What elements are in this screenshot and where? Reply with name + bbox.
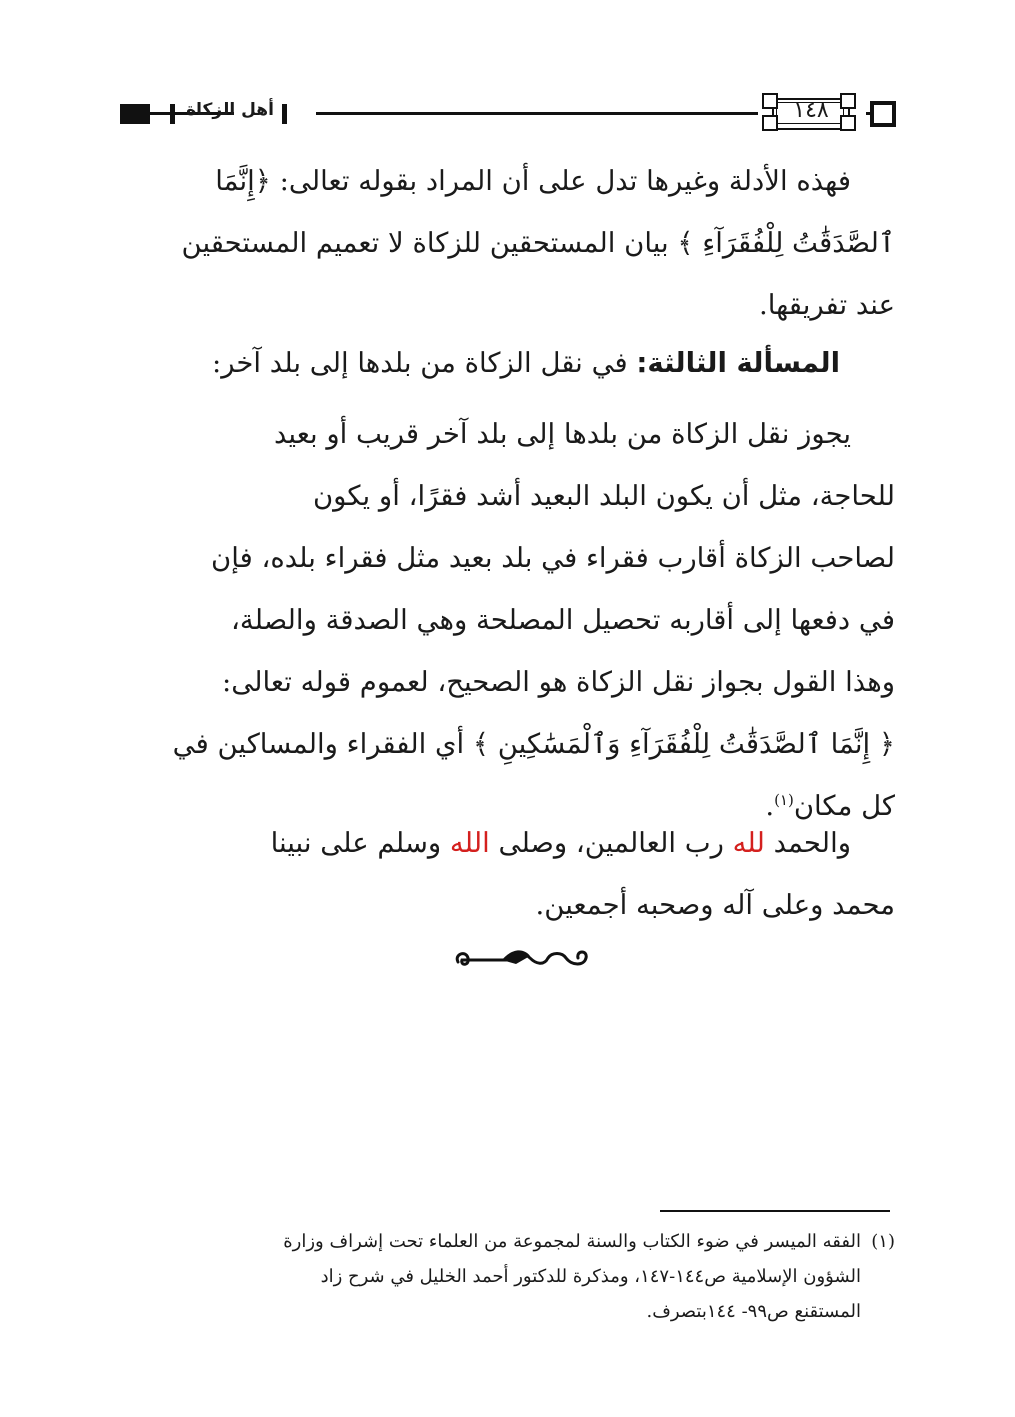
text-fragment: والحمد	[764, 827, 851, 859]
header-ornament-bar	[282, 104, 287, 124]
paragraph-1	[120, 150, 895, 336]
paragraph-line	[120, 150, 895, 212]
text-fragment: كل مكان	[793, 790, 895, 822]
footnote-reference[interactable]: (١)	[774, 790, 794, 809]
text-line: وهذا القول بجواز نقل الزكاة هو الصحيح، لعموم قوله تعالى:	[221, 666, 895, 698]
divine-name: لله	[732, 827, 765, 859]
header-rule-middle	[316, 112, 758, 115]
paragraph-2	[120, 403, 895, 837]
text-line: ﴿ إِنَّمَا ٱلصَّدَقَٰتُ لِلْفُقَرَآءِ وَٱلْمَسَٰكِينِ ﴾ أي الفقراء والمساكين في	[172, 728, 895, 760]
header-ornament-bar	[170, 104, 175, 124]
heading-text: في نقل الزكاة من بلدها إلى بلد آخر:	[211, 347, 637, 379]
footnote	[120, 1224, 895, 1329]
text-fragment: .	[765, 790, 775, 822]
divine-name: الله	[449, 827, 490, 859]
heading-label: المسألة الثالثة:	[636, 347, 840, 379]
text-line: في دفعها إلى أقاربه تحصيل المصلحة وهي الصدقة والصلة،	[230, 604, 895, 636]
ornament-divider-icon	[452, 944, 594, 974]
text-line: فهذه الأدلة وغيرها تدل على أن المراد بقوله تعالى: ﴿إِنَّمَا	[215, 165, 851, 197]
text-line: لصاحب الزكاة أقارب فقراء في بلد بعيد مثل فقراء بلده، فإن	[211, 542, 895, 574]
text-line: عند تفريقها.	[759, 289, 895, 321]
running-title: أهل الزكاة	[186, 100, 274, 120]
footnote-line: الشؤون الإسلامية ص١٤٤-١٤٧، ومذكرة للدكتور أحمد الخليل في شرح زاد	[320, 1266, 861, 1287]
text-line: محمد وعلى آله وصحبه أجمعين.	[535, 889, 895, 921]
footnote-number: (١)	[871, 1231, 895, 1252]
text-fragment: رب العالمين، وصلى	[489, 827, 733, 859]
text-line: للحاجة، مثل أن يكون البلد البعيد أشد فقرًا، أو يكون	[312, 480, 895, 512]
text-line: يجوز نقل الزكاة من بلدها إلى بلد آخر قريب أو بعيد	[273, 418, 851, 450]
text-line: ٱلصَّدَقَٰتُ لِلْفُقَرَآءِ ﴾ بيان المستحقين للزكاة لا تعميم المستحقين	[181, 227, 895, 259]
section-heading	[120, 332, 840, 394]
footnote-line	[120, 1224, 895, 1259]
text-line	[120, 812, 895, 874]
header-square-icon	[870, 101, 896, 127]
footnote-line: المستقنع ص٩٩- ١٤٤بتصرف.	[646, 1301, 861, 1322]
text-fragment: الفقه الميسر في ضوء الكتاب والسنة لمجموعة من العلماء تحت إشراف وزارة	[283, 1231, 861, 1252]
paragraph-line	[120, 403, 895, 465]
footnote-separator	[660, 1210, 890, 1212]
page-number-frame	[758, 96, 862, 130]
page-header	[120, 96, 895, 132]
text-fragment: وسلم على نبينا	[270, 827, 450, 859]
page-number: ١٤٨	[793, 98, 829, 123]
paragraph-3	[120, 812, 895, 936]
